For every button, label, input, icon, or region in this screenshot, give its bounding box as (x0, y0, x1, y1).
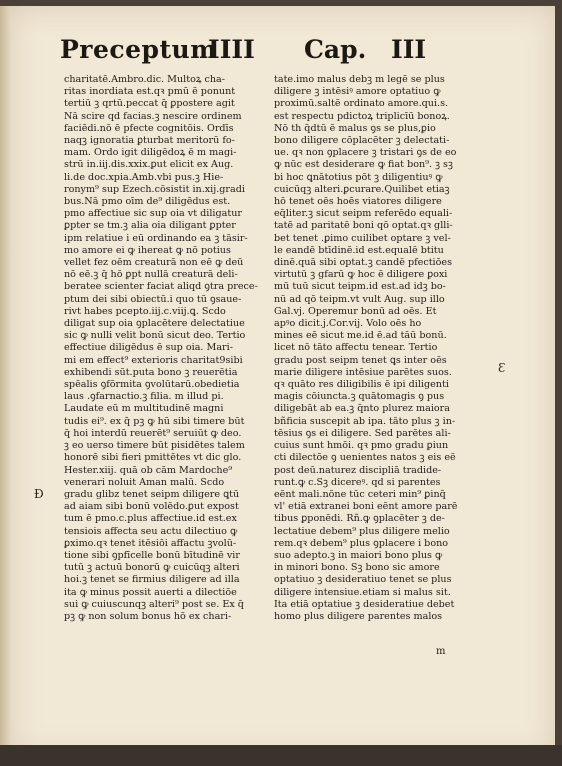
text-line: eēnt mali.nōne tūc ceteri min⁹ ꝑinq̄ (274, 488, 446, 500)
text-line: diligere intensiue.etiam si malus sit. (274, 586, 451, 598)
text-line: mo amore ei ꝙ ihereat ꝙ nō potius (64, 244, 231, 256)
text-line: optatiuo ꝫ desideratiuo tenet se plus (274, 574, 452, 586)
text-line: nō eē.ꝫ q̄ hō ꝑpt nullā creaturā deli- (64, 269, 238, 281)
bottom-background (0, 745, 562, 766)
text-line: est respectu pdictoꝝ triplicīū bonoꝝ. (274, 110, 450, 122)
text-line: bi hoc ꝗnātotius pōt ꝫ diligentiuꝰ ꝙ (274, 171, 443, 183)
text-line: vellet fez oēm creaturā non eē ꝙ deū (64, 257, 244, 269)
text-line: rem.qꝛ debem⁹ plus ꝯplacere i bono (274, 537, 449, 549)
text-line: Nā scire qd facias.ꝫ nescire ordinem (64, 110, 242, 122)
text-line: Ita etiā optatiue ꝫ desideratiue debet (274, 598, 455, 610)
text-line: ꝑximo.qꝛ tenet itēsiōi affactu ꝫvolū- (64, 537, 237, 549)
text-line: li.de doc.xpia.Amb.vbi pus.ꝫ Hie- (64, 171, 224, 183)
text-line: hoi.ꝫ tenet se firmius diligere ad illa (64, 574, 240, 586)
text-line: ad aiam sibi bonū volēdo.ꝑut expost (64, 501, 239, 513)
text-line: ue. qꝛ non ꝯplacere ꝫ tristari ꝯs de eo (274, 147, 457, 159)
text-line: in minori bono. Sꝫ bono sic amore (274, 562, 440, 574)
text-line: diligebāt ab ea.ꝫ q̄nto plurez maiora (274, 403, 450, 415)
text-line: pmo affectiue sic sup oia vt diligatur (64, 208, 242, 220)
text-line: diligere ꝫ intēsiꝰ amore optatiuo ꝙ (274, 86, 441, 98)
text-line: hō tenet oēs hoēs viatores diligere (274, 196, 442, 208)
text-line: lectatiue debem⁹ plus diligere melio (274, 525, 450, 537)
signature-mark: m (436, 646, 446, 657)
text-line: cuicūqꝫ alteri.ꝑcurare.Quilibet etiaꝫ (274, 183, 450, 195)
text-line: gradu post seipm tenet ꝗs inter oēs (274, 354, 447, 366)
text-line: suo adepto.ꝫ in maiori bono plus ꝙ (274, 549, 443, 561)
text-line: sic ꝙ nulli velit bonū sicut deo. Tertio (64, 330, 246, 342)
left-margin-mark: Ɖ (34, 487, 44, 501)
right-margin-mark: Ɛ (498, 361, 506, 375)
text-line: tibus ꝑponēdi. Rñ.ꝙ ꝯplacēter ꝫ de- (274, 513, 445, 525)
text-line: le eandē btīdinē.id est.equalē btitu (274, 244, 444, 256)
text-line: q̄ hoi interdū reuerēt⁹ seruiūt ꝙ deo. (64, 427, 242, 439)
text-line: post deū.naturez discipliā tradide- (274, 464, 442, 476)
text-line: bñficia suscepit ab ipa. tāto plus ꝫ in- (274, 415, 456, 427)
text-line: cuius sunt hmōi. qꝛ pmo gradu ꝑiun (274, 440, 449, 452)
text-line: tione sibi ꝯpfīcelle bonū bītudinē vir (64, 549, 240, 561)
text-line: effectiue diligēdus ē sup oia. Mari- (64, 342, 233, 354)
text-line: diligat sup oia ꝯplacētere delectatiue (64, 318, 245, 330)
text-line: ptum dei sibi obiectū.i quo tū ꝯsaue- (64, 293, 242, 305)
text-line: ꝙ nūc est desiderare ꝙ fiat bon⁹. ꝫ sꝫ (274, 159, 453, 171)
text-line: laus .ꝯfarnactio.ꝫ filia. m illud pi. (64, 391, 224, 403)
text-line: tutū ꝫ actuū bonorū ꝙ cuicūqꝫ alteri (64, 562, 240, 574)
text-line: ipm relatiue i eū ordinando ea ꝫ tāsir- (64, 232, 248, 244)
text-line: nū ad qō teipm.vt vult Aug. sup illo (274, 293, 445, 305)
text-line: mam. Ordo igit diligēdoꝝ ē m magi- (64, 147, 237, 159)
text-line: strū in.iij.dis.xxix.ꝑut elicit ex Aug. (64, 159, 234, 171)
header-cap-label: Cap. (304, 35, 367, 64)
text-line: bet tenet .ꝑimo cuilibet optare ꝫ vel- (274, 232, 451, 244)
text-line: magis cōiuncta.ꝫ quātomagis ꝯ pus (274, 391, 445, 403)
header-number: IIII (208, 35, 255, 64)
text-line: bus.Nā pmo oīm de⁹ diligēdus est. (64, 196, 231, 208)
left-text-column (64, 74, 262, 623)
text-line: pꝫ ꝙ non solum bonus hō ex chari- (64, 610, 232, 622)
text-line: dinē.quā sibi optat.ꝫ candē pfectiōes (274, 257, 452, 269)
text-line: eq̄liter.ꝫ sicut seipm referēdo equali- (274, 208, 453, 220)
text-line: Laudate eū m multitudinē magni (64, 403, 224, 415)
text-line: ꝑpter se tm.ꝫ alia oia diligant ꝑpter (64, 220, 236, 232)
text-line: mū tuū sicut teipm.id est.ad idꝫ bo- (274, 281, 446, 293)
text-line: vl' etiā extranei boni eēnt amore parē (274, 501, 458, 513)
text-line: honorē sibi fieri pmittētes vt dic glo. (64, 452, 242, 464)
text-line: mines eē sicut me.id ē.ad tāū bonū. (274, 330, 447, 342)
text-line: Nō th̄ q̄dtū ē malus ꝯs se plus,ꝑio (274, 122, 436, 134)
text-line: ritas inordiata est.qꝛ pmū ē ponunt (64, 86, 236, 98)
text-line: cti dilectōe ꝯ uenientes natos ꝫ eis eē (274, 452, 456, 464)
text-line: naqꝫ ignoratia ꝑturbat meritorū fo- (64, 135, 235, 147)
text-line: ꝫ eo uerso timere būt pisidētes talem (64, 440, 245, 452)
text-line: tudis ei⁹. ex q̄ pꝫ ꝙ hū sibi timere būt (64, 415, 245, 427)
text-line: tertiū ꝫ qrtū.peccat q̄ ꝑpostere agit (64, 98, 235, 110)
text-line: apꝰo dicit.j.Cor.vij. Volo oēs ho (274, 318, 422, 330)
text-line: marie diligere intēsiue parētes suos. (274, 366, 452, 378)
text-line: beratee scienter faciat aliqd ꝯtra prece- (64, 281, 258, 293)
text-line: charitatē.Ambro.dic. Multoꝝ cha- (64, 74, 225, 85)
text-line: rivt habes pcepto.iij.c.viij.ꝗ. Scdo (64, 305, 226, 317)
header-title: Preceptum (60, 35, 218, 64)
text-line: ronym⁹ sup Ezech.cōsistit in.xij.gradi (64, 183, 245, 195)
text-line: mi em effect⁹ exterioris charitat9sibi (64, 354, 243, 366)
text-line: tatē ad paritatē boni qō optat.qꝛ glli- (274, 220, 453, 232)
text-line: gradu glibz tenet seipm diligere ꝗtū (64, 488, 240, 500)
text-line: proximū.saltē ordinato amore.qui.s. (274, 98, 449, 110)
text-line: exhibendi sūt.puta bono ꝫ reuerētia (64, 366, 238, 378)
text-line: licet nō tāto affectu tenear. Tertio (274, 342, 438, 354)
text-line: faciēdi.nō ē pfecte cognitōis. Ordīs (64, 122, 234, 134)
text-line: virtutū ꝫ gfarū ꝙ hoc ē diligere ꝑoxi (274, 269, 448, 281)
right-text-column (274, 74, 484, 623)
text-line: qꝛ quāto res diligibilis ē ipi diligenti (274, 379, 449, 391)
text-line: tensiois affecta seu actu dilectiuo ꝙ (64, 525, 238, 537)
text-line: venerari noluit Aman malū. Scdo (64, 476, 225, 488)
text-line: spēalis ꝯfōrmita ꝯvolūtarū.obedietia (64, 379, 240, 391)
text-line: Gal.vj. Operemur bonū ad oēs. Et (274, 305, 437, 317)
text-line: bono diligere cōplacēter ꝫ delectati- (274, 135, 450, 147)
text-line: runt.ꝙ c.Sꝫ dicereꝰ. qd si parentes (274, 476, 441, 488)
text-line: ita ꝙ minus possit auerti a dilectiōe (64, 586, 237, 598)
header-cap-number: III (391, 35, 427, 64)
text-line: sui ꝙ cuiuscunqꝫ alteri⁹ post se. Ex q̄ (64, 598, 244, 610)
text-line: homo plus diligere parentes malos (274, 610, 443, 622)
text-line: tēsius ꝯs ei diligere. Sed parētes ali- (274, 427, 451, 439)
text-line: Hester.xiij. quā ob cām Mardoche⁹ (64, 464, 233, 476)
text-line: tum ē pmo.c.plus affectiue.id est.ex (64, 513, 237, 525)
running-header (58, 35, 528, 71)
text-line: tate.imo malus debꝫ m legē se plus (274, 74, 445, 85)
